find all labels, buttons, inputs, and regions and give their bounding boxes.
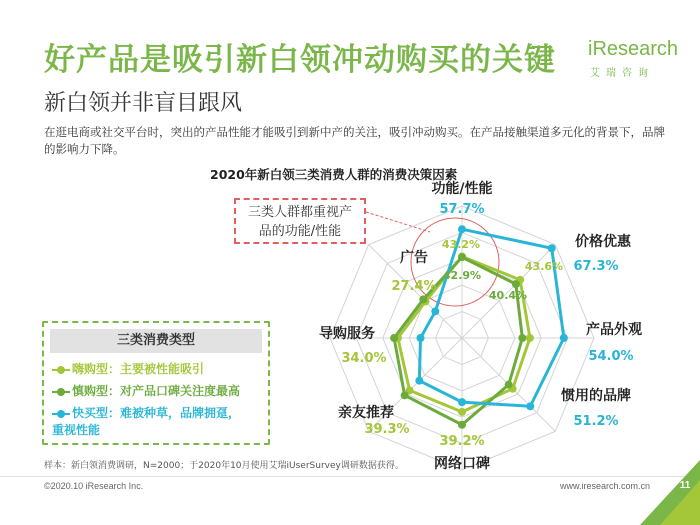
website-link[interactable]: www.iresearch.com.cn [560, 481, 651, 491]
data-point [458, 398, 466, 406]
data-label: 39.2% [439, 434, 485, 449]
footer-divider [0, 476, 700, 477]
legend-marker-icon [52, 387, 70, 397]
legend-item-label: 慎购型：对产品口碑关注度最高 [72, 384, 241, 398]
axis-label: 惯用的品牌 [561, 388, 631, 404]
data-point [505, 381, 513, 389]
legend-marker-icon [52, 409, 70, 419]
axis-label: 价格优惠 [575, 234, 631, 250]
data-point [458, 225, 466, 233]
axis-label: 产品外观 [586, 322, 642, 338]
axis-label: 功能/性能 [431, 181, 493, 197]
logo-subtext: 艾瑞咨询 [590, 68, 654, 79]
data-point [560, 334, 568, 342]
logo-text: iResearch [588, 38, 679, 60]
data-point [512, 280, 520, 288]
chart-title: 2020年新白领三类消费人群的消费决策因素 [210, 167, 458, 182]
callout-box [234, 198, 366, 244]
page-subtitle: 新白领并非盲目跟风 [44, 91, 243, 116]
legend-item-kuaimai [52, 405, 240, 439]
legend-item-label-cont: 重视性能 [52, 423, 101, 437]
data-label: 39.3% [364, 422, 410, 437]
data-point [415, 377, 423, 385]
legend-item-label: 快买型：难被种草，品牌拥趸， [72, 406, 241, 420]
page-title: 好产品是吸引新白领冲动购买的关键 [44, 42, 556, 78]
legend-box [42, 321, 270, 445]
description-text: 在逛电商或社交平台时，突出的产品性能才能吸引到新中产的关注，吸引冲动购买。在产品接触渠道多元化的背景下，品牌的影响力下降。 [44, 125, 665, 156]
data-label: 51.2% [573, 414, 619, 429]
callout-line-2: 品的功能/性能 [258, 224, 342, 239]
data-label: 54.0% [588, 349, 634, 364]
legend-item-haigou [52, 361, 204, 378]
data-point [518, 334, 526, 342]
data-point [417, 334, 425, 342]
footnote: 样本：新白领消费调研，N=2000；于2020年10月使用艾瑞iUserSurvey调研数据获得。 [44, 461, 404, 471]
axis-label: 导购服务 [319, 326, 375, 342]
data-point [458, 421, 466, 429]
data-point [401, 391, 409, 399]
legend-item-label: 嗨购型：主要被性能吸引 [72, 362, 205, 376]
callout-leader-line [366, 212, 430, 232]
legend-title: 三类消费类型 [50, 329, 262, 353]
data-point [431, 307, 439, 315]
axis-label: 亲友推荐 [338, 405, 394, 421]
data-point [526, 402, 534, 410]
legend-marker-icon [52, 365, 70, 375]
data-point [548, 244, 556, 252]
axis-label: 广告 [400, 250, 428, 266]
data-label: 34.0% [341, 351, 387, 366]
page-number: 11 [679, 480, 691, 491]
data-point [390, 334, 398, 342]
data-point [526, 334, 534, 342]
callout-line-1: 三类人群都重视产 [247, 205, 352, 220]
data-point [458, 253, 466, 261]
axis-label: 网络口碑 [434, 456, 490, 472]
data-label: 27.4% [391, 279, 437, 294]
data-label: 40.4% [488, 289, 528, 302]
data-label: 42.9% [442, 269, 482, 282]
series-line [419, 229, 563, 406]
data-label: 57.7% [439, 202, 485, 217]
data-label: 67.3% [573, 259, 619, 274]
legend-item-shengou [52, 383, 240, 400]
data-point [419, 295, 427, 303]
copyright: ©2020.10 iResearch Inc. [44, 481, 144, 491]
data-label: 43.6% [524, 260, 564, 273]
data-point [458, 408, 466, 416]
data-label: 43.2% [441, 238, 481, 251]
